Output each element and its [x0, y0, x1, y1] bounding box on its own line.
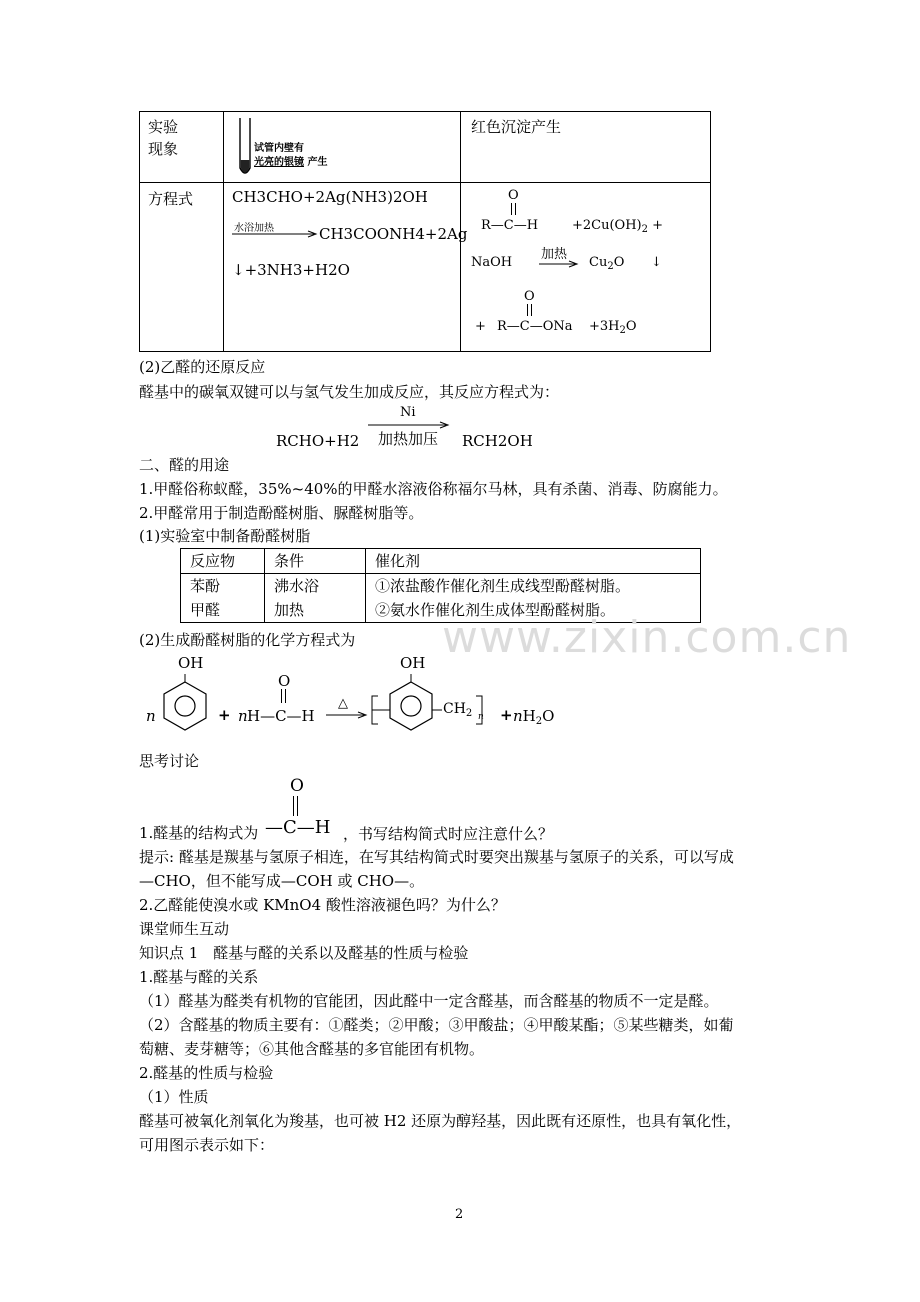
- uses-heading: 二、醛的用途: [139, 456, 230, 474]
- section-1: 1.醛基与醛的关系: [139, 968, 259, 986]
- phenolic-heading: (2)生成酚醛树脂的化学方程式为: [139, 631, 356, 649]
- section-1b-cont: 萄糖、麦芽糖等；⑥其他含醛基的多官能团有机物。: [139, 1040, 485, 1058]
- phenomenon-label: 实验 现象: [148, 118, 179, 158]
- arrow-icon: [326, 710, 368, 720]
- copper-eq-r-c-ona: R—C—ONa: [497, 319, 573, 334]
- cell-silver-equation: [224, 183, 468, 352]
- silver-eq-line2: CH3COONH4+2Ag: [319, 225, 468, 243]
- discussion-hint2: —CHO，但不能写成—COH 或 CHO—。: [139, 872, 425, 890]
- water-sub: 2: [535, 716, 543, 727]
- page-number: 2: [455, 1207, 464, 1222]
- copper-eq-plus: +: [652, 218, 664, 233]
- resin-ch2-sub: 2: [465, 708, 473, 719]
- header-reactant: 反应物: [181, 549, 265, 574]
- resin-oh: OH: [400, 654, 426, 672]
- water-n: n: [513, 707, 523, 725]
- header-catalyst: 催化剂: [366, 549, 701, 574]
- discussion-q2: 2.乙醛能使溴水或 KMnO4 酸性溶液褪色吗？为什么？: [139, 896, 506, 914]
- reduction-left: RCHO+H2: [276, 432, 360, 450]
- polymer-n: n: [478, 712, 484, 722]
- copper-eq-plus2: +: [475, 319, 486, 334]
- plus-sign-2: +: [500, 706, 513, 724]
- cell-phenomenon-label: [140, 112, 224, 183]
- silver-eq-line1: CH3CHO+2Ag(NH3)2OH: [232, 188, 428, 206]
- section-2: 2.醛基的性质与检验: [139, 1064, 274, 1082]
- reduction-text: 醛基中的碳氧双键可以与氢气发生加成反应，其反应方程式为：: [139, 383, 560, 401]
- formaldehyde-o: O: [278, 672, 291, 690]
- watermark: www.zixin.com.cn: [442, 612, 852, 663]
- discussion-q1-prefix: 1.醛基的结构式为: [139, 824, 259, 842]
- equation-label: 方程式: [148, 190, 194, 208]
- condition-heat: 加热: [274, 601, 305, 619]
- silver-eq-line3: ↓+3NH3+H2O: [232, 261, 350, 279]
- phenol-oh: OH: [178, 654, 204, 672]
- condition-boiling: 沸水浴: [274, 577, 320, 595]
- reactant-formaldehyde: 甲醛: [190, 601, 221, 619]
- copper-eq-h2o: +3H: [589, 319, 620, 334]
- tube-caption-1: 试管内壁有: [254, 143, 304, 154]
- arrow-icon: [539, 259, 579, 269]
- cell-copper-equation: [461, 183, 711, 352]
- copper-eq-o2: O: [524, 289, 535, 304]
- cell-silver-mirror: [224, 112, 461, 183]
- discussion-hint: 提示: 醛基是羰基与氢原子相连，在写其结构简式时要突出羰基与氢原子的关系，可以写成: [139, 848, 734, 866]
- copper-eq-arrow-label: 加热: [541, 247, 568, 262]
- classroom-heading: 课堂师生互动: [139, 920, 230, 938]
- arrow-icon: [232, 229, 318, 239]
- silver-eq-arrow-label: 水浴加热: [234, 223, 274, 234]
- copper-eq-o1: O: [508, 188, 519, 203]
- cell-equation-label: [140, 183, 224, 352]
- section-1b: （2）含醛基的物质主要有：①醛类；②甲酸；③甲酸盐；④甲酸某酯；⑤某些糖类，如葡: [139, 1016, 734, 1034]
- copper-eq-down-arrow: ↓: [651, 255, 662, 270]
- tube-caption-2: 光亮的银镜: [254, 157, 304, 168]
- copper-eq-cu2o: Cu: [589, 255, 608, 270]
- plus-sign: +: [218, 706, 231, 724]
- section-2b-cont: 可用图示表示如下：: [139, 1136, 275, 1154]
- resin-ch2: CH: [443, 701, 466, 717]
- catalyst-acid: ①浓盐酸作催化剂生成线型酚醛树脂。: [375, 577, 631, 595]
- uses-p2: 2.甲醛常用于制造酚醛树脂、脲醛树脂等。: [139, 504, 424, 522]
- uses-p1: 1.甲醛俗称蚁醛，35%~40%的甲醛水溶液俗称福尔马林，具有杀菌、消毒、防腐能力。: [139, 480, 728, 498]
- aldehyde-struct: —C—H: [265, 817, 331, 838]
- benzene-ring-icon: [160, 674, 210, 734]
- copper-eq-cu2o-o: O: [613, 255, 625, 270]
- formaldehyde-h-c-h: H—C—H: [247, 707, 315, 725]
- copper-eq-r-c-h: R—C—H: [481, 218, 539, 233]
- tube-caption-3: 产生: [307, 157, 328, 168]
- reduction-right: RCH2OH: [462, 432, 533, 450]
- delta-symbol: △: [338, 696, 348, 711]
- coefficient-n2: n: [238, 707, 248, 725]
- copper-eq-cuoh: +2Cu(OH): [572, 218, 642, 233]
- discussion-heading: 思考讨论: [139, 752, 200, 770]
- header-condition: 条件: [265, 549, 366, 574]
- knowledge-point: 知识点 1 醛基与醛的关系以及醛基的性质与检验: [139, 944, 469, 962]
- section-1a: （1）醛基为醛类有机物的官能团，因此醛中一定含醛基，而含醛基的物质不一定是醛。: [139, 992, 719, 1010]
- copper-eq-naoh: NaOH: [471, 255, 513, 270]
- copper-eq-cu2o-sub: 2: [607, 261, 614, 272]
- copper-eq-cuoh-sub: 2: [641, 224, 648, 235]
- cell-red-precipitate: [461, 112, 711, 183]
- copper-eq-h2o-sub: 2: [619, 325, 626, 336]
- uses-p3: (1)实验室中制备酚醛树脂: [139, 527, 311, 545]
- copper-eq-h2o-o: O: [625, 319, 637, 334]
- catalyst-ammonia: ②氨水作催化剂生成体型酚醛树脂。: [375, 601, 616, 619]
- reduction-condition: 加热加压: [378, 430, 439, 448]
- aldehyde-struct-o: O: [290, 776, 304, 796]
- reaction-table: [139, 111, 711, 352]
- reactant-phenol: 苯酚: [190, 577, 221, 595]
- reduction-catalyst: Ni: [400, 405, 416, 420]
- water-h: H: [522, 707, 536, 725]
- section-2b: 醛基可被氧化剂氧化为羧基，也可被 H2 还原为醇羟基，因此既有还原性，也具有氧化性，: [139, 1112, 742, 1130]
- water-o: O: [542, 707, 555, 725]
- reduction-heading: (2)乙醛的还原反应: [139, 358, 266, 376]
- discussion-q1-suffix: ，书写结构简式时应注意什么？: [343, 825, 554, 843]
- coefficient-n: n: [146, 707, 156, 725]
- section-2a: （1）性质: [139, 1088, 209, 1106]
- red-precipitate-text: 红色沉淀产生: [471, 118, 562, 136]
